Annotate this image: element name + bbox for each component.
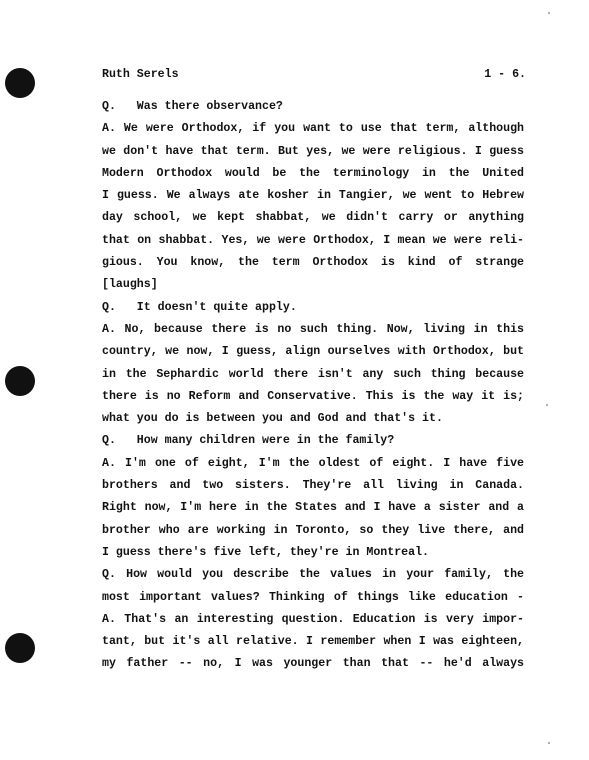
scan-speck bbox=[548, 12, 550, 14]
binder-hole-top bbox=[5, 68, 35, 98]
page-header bbox=[102, 66, 526, 84]
scan-speck bbox=[546, 404, 548, 406]
transcript-line: Q. How many children were in the family? bbox=[102, 434, 395, 448]
transcript-line: [laughs] bbox=[102, 278, 158, 292]
transcript-line: I guess. We always ate kosher in Tangier, we went to Hebrew bbox=[102, 189, 524, 203]
transcript-line: Q. It doesn't quite apply. bbox=[102, 300, 297, 314]
transcript-line: A. We were Orthodox, if you want to use that term, although bbox=[102, 122, 524, 136]
transcript-line: Right now, I'm here in the States and I have a sister and a bbox=[102, 501, 524, 515]
transcript-line: brother who are working in Toronto, so they live there, and bbox=[102, 523, 524, 537]
transcript-line: brothers and two sisters. They're all living in Canada. bbox=[102, 479, 524, 493]
transcript-line: A. I'm one of eight, I'm the oldest of eight. I have five bbox=[102, 456, 524, 470]
transcript-line: I guess there's five left, they're in Montreal. bbox=[102, 545, 429, 559]
transcript-line: we don't have that term. But yes, we were religious. I guess bbox=[102, 144, 524, 158]
transcript-line: my father -- no, I was younger than that -- he'd always bbox=[102, 657, 524, 671]
transcript-line: A. That's an interesting question. Education is very impor- bbox=[102, 612, 524, 626]
transcript-line: there is no Reform and Conservative. This is the way it is; bbox=[102, 389, 524, 403]
interviewee-name: Ruth Serels bbox=[102, 68, 179, 81]
transcript-line: gious. You know, the term Orthodox is kind of strange bbox=[102, 256, 524, 270]
transcript-line: what you do is between you and God and that's it. bbox=[102, 412, 443, 426]
transcript-line: country, we now, I guess, align ourselves with Orthodox, but bbox=[102, 345, 524, 359]
page-number: 1 - 6. bbox=[484, 68, 526, 81]
transcript-line: most important values? Thinking of things like education - bbox=[102, 590, 524, 604]
transcript-line: Q. Was there observance? bbox=[102, 100, 283, 113]
transcript-line: day school, we kept shabbat, we didn't carry or anything bbox=[102, 211, 524, 225]
scan-speck bbox=[548, 742, 550, 744]
transcript-line: Modern Orthodox would be the terminology in the United bbox=[102, 166, 524, 180]
transcript-line: in the Sephardic world there isn't any such thing because bbox=[102, 367, 524, 381]
transcript-line: tant, but it's all relative. I remember when I was eighteen, bbox=[102, 635, 524, 649]
transcript-line: A. No, because there is no such thing. Now, living in this bbox=[102, 322, 524, 336]
transcript-body bbox=[102, 96, 524, 676]
transcript-line: Q. How would you describe the values in your family, the bbox=[102, 568, 524, 582]
binder-hole-bottom bbox=[5, 633, 35, 663]
binder-hole-middle bbox=[5, 366, 35, 396]
transcript-line: that on shabbat. Yes, we were Orthodox, I mean we were reli- bbox=[102, 233, 524, 247]
